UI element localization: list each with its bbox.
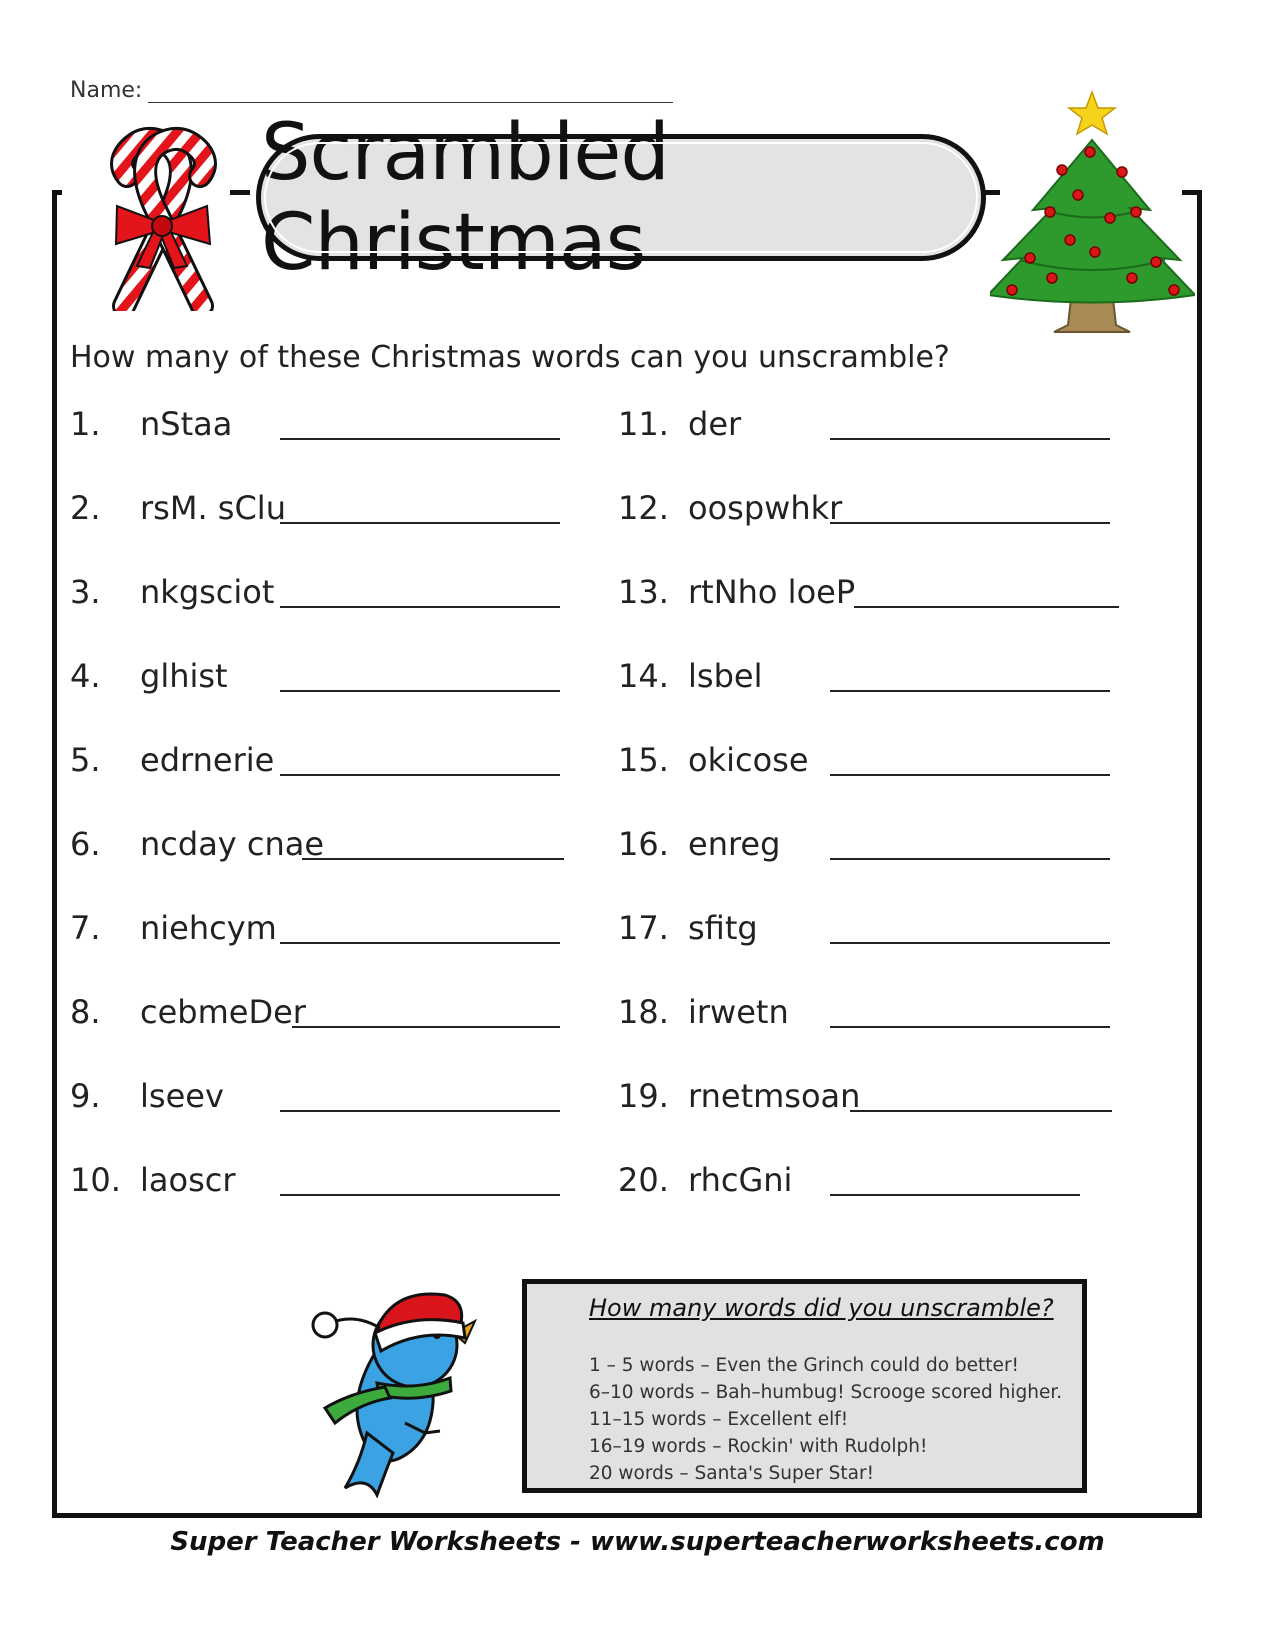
name-field-row xyxy=(70,78,673,103)
answer-line[interactable] xyxy=(302,858,564,860)
answer-line[interactable] xyxy=(280,606,560,608)
score-key-line: 16–19 words – Rockin' with Rudolph! xyxy=(589,1436,928,1457)
list-item xyxy=(618,1160,1138,1200)
item-number: 3. xyxy=(70,573,101,611)
score-key-box xyxy=(522,1279,1087,1493)
list-item xyxy=(70,1160,570,1200)
answer-line[interactable] xyxy=(830,522,1110,524)
item-number: 16. xyxy=(618,825,669,863)
scrambled-word: laoscr xyxy=(140,1161,236,1199)
scrambled-word: ncday cnae xyxy=(140,825,325,863)
scrambled-word: okicose xyxy=(688,741,809,779)
list-item xyxy=(70,1076,570,1116)
item-number: 2. xyxy=(70,489,101,527)
item-number: 1. xyxy=(70,405,101,443)
item-number: 7. xyxy=(70,909,101,947)
scrambled-word: cebmeDer xyxy=(140,993,306,1031)
answer-line[interactable] xyxy=(830,774,1110,776)
scrambled-word: nkgsciot xyxy=(140,573,275,611)
list-item xyxy=(70,740,570,780)
item-number: 10. xyxy=(70,1161,121,1199)
answer-line[interactable] xyxy=(280,690,560,692)
list-item xyxy=(70,824,570,864)
scrambled-word: oospwhkr xyxy=(688,489,843,527)
list-item xyxy=(618,740,1138,780)
instructions: How many of these Christmas words can you unscramble? xyxy=(70,340,950,375)
name-blank-line[interactable] xyxy=(148,84,673,103)
name-label: Name: xyxy=(70,78,143,103)
item-number: 20. xyxy=(618,1161,669,1199)
scrambled-word: sfitg xyxy=(688,909,758,947)
score-key-line: 6–10 words – Bah–humbug! Scrooge scored higher. xyxy=(589,1382,1063,1403)
answer-line[interactable] xyxy=(854,606,1119,608)
item-number: 4. xyxy=(70,657,101,695)
answer-line[interactable] xyxy=(830,438,1110,440)
item-number: 14. xyxy=(618,657,669,695)
item-number: 13. xyxy=(618,573,669,611)
list-item xyxy=(70,656,570,696)
answer-line[interactable] xyxy=(830,858,1110,860)
list-item xyxy=(70,992,570,1032)
item-number: 15. xyxy=(618,741,669,779)
answer-line[interactable] xyxy=(850,1110,1112,1112)
footer-credit: Super Teacher Worksheets - www.superteacherworksheets.com xyxy=(170,1527,1105,1557)
frame-top-left xyxy=(52,190,62,195)
score-key-line: 1 – 5 words – Even the Grinch could do better! xyxy=(589,1355,1019,1376)
score-key-title: How many words did you unscramble? xyxy=(589,1294,1054,1322)
item-number: 12. xyxy=(618,489,669,527)
list-item xyxy=(70,572,570,612)
list-item xyxy=(618,404,1138,444)
scrambled-word: rtNho loeP xyxy=(688,573,856,611)
answer-line[interactable] xyxy=(280,774,560,776)
christmas-tree-icon xyxy=(990,90,1195,345)
answer-line[interactable] xyxy=(280,438,560,440)
scrambled-word: nStaa xyxy=(140,405,233,443)
answer-line[interactable] xyxy=(280,522,560,524)
scrambled-word: der xyxy=(688,405,742,443)
scrambled-word: enreg xyxy=(688,825,781,863)
item-number: 8. xyxy=(70,993,101,1031)
answer-line[interactable] xyxy=(280,942,560,944)
page-title: Scrambled Christmas xyxy=(256,134,986,261)
item-number: 6. xyxy=(70,825,101,863)
scrambled-word: irwetn xyxy=(688,993,789,1031)
score-key-line: 11–15 words – Excellent elf! xyxy=(589,1409,849,1430)
item-number: 9. xyxy=(70,1077,101,1115)
list-item xyxy=(618,1076,1138,1116)
bird-icon xyxy=(305,1283,485,1498)
scrambled-word: niehcym xyxy=(140,909,277,947)
scrambled-word: lsbel xyxy=(688,657,763,695)
item-number: 17. xyxy=(618,909,669,947)
list-item xyxy=(618,656,1138,696)
answer-line[interactable] xyxy=(830,690,1110,692)
item-number: 18. xyxy=(618,993,669,1031)
score-key-line: 20 words – Santa's Super Star! xyxy=(589,1463,874,1484)
scrambled-word: edrnerie xyxy=(140,741,275,779)
list-item xyxy=(618,824,1138,864)
scrambled-word: lseev xyxy=(140,1077,224,1115)
answer-line[interactable] xyxy=(830,1026,1110,1028)
list-item xyxy=(70,404,570,444)
list-item xyxy=(70,488,570,528)
list-item xyxy=(618,992,1138,1032)
scrambled-word: glhist xyxy=(140,657,228,695)
answer-line[interactable] xyxy=(292,1026,560,1028)
item-number: 19. xyxy=(618,1077,669,1115)
candy-cane-icon xyxy=(82,126,247,311)
answer-line[interactable] xyxy=(280,1110,560,1112)
list-item xyxy=(618,488,1138,528)
list-item xyxy=(618,908,1138,948)
scrambled-word: rsM. sClu xyxy=(140,489,286,527)
list-item xyxy=(70,908,570,948)
answer-line[interactable] xyxy=(830,1194,1080,1196)
item-number: 5. xyxy=(70,741,101,779)
answer-line[interactable] xyxy=(280,1194,560,1196)
list-item xyxy=(618,572,1138,612)
scrambled-word: rnetmsoan xyxy=(688,1077,861,1115)
scrambled-word: rhcGni xyxy=(688,1161,793,1199)
item-number: 11. xyxy=(618,405,669,443)
answer-line[interactable] xyxy=(830,942,1110,944)
